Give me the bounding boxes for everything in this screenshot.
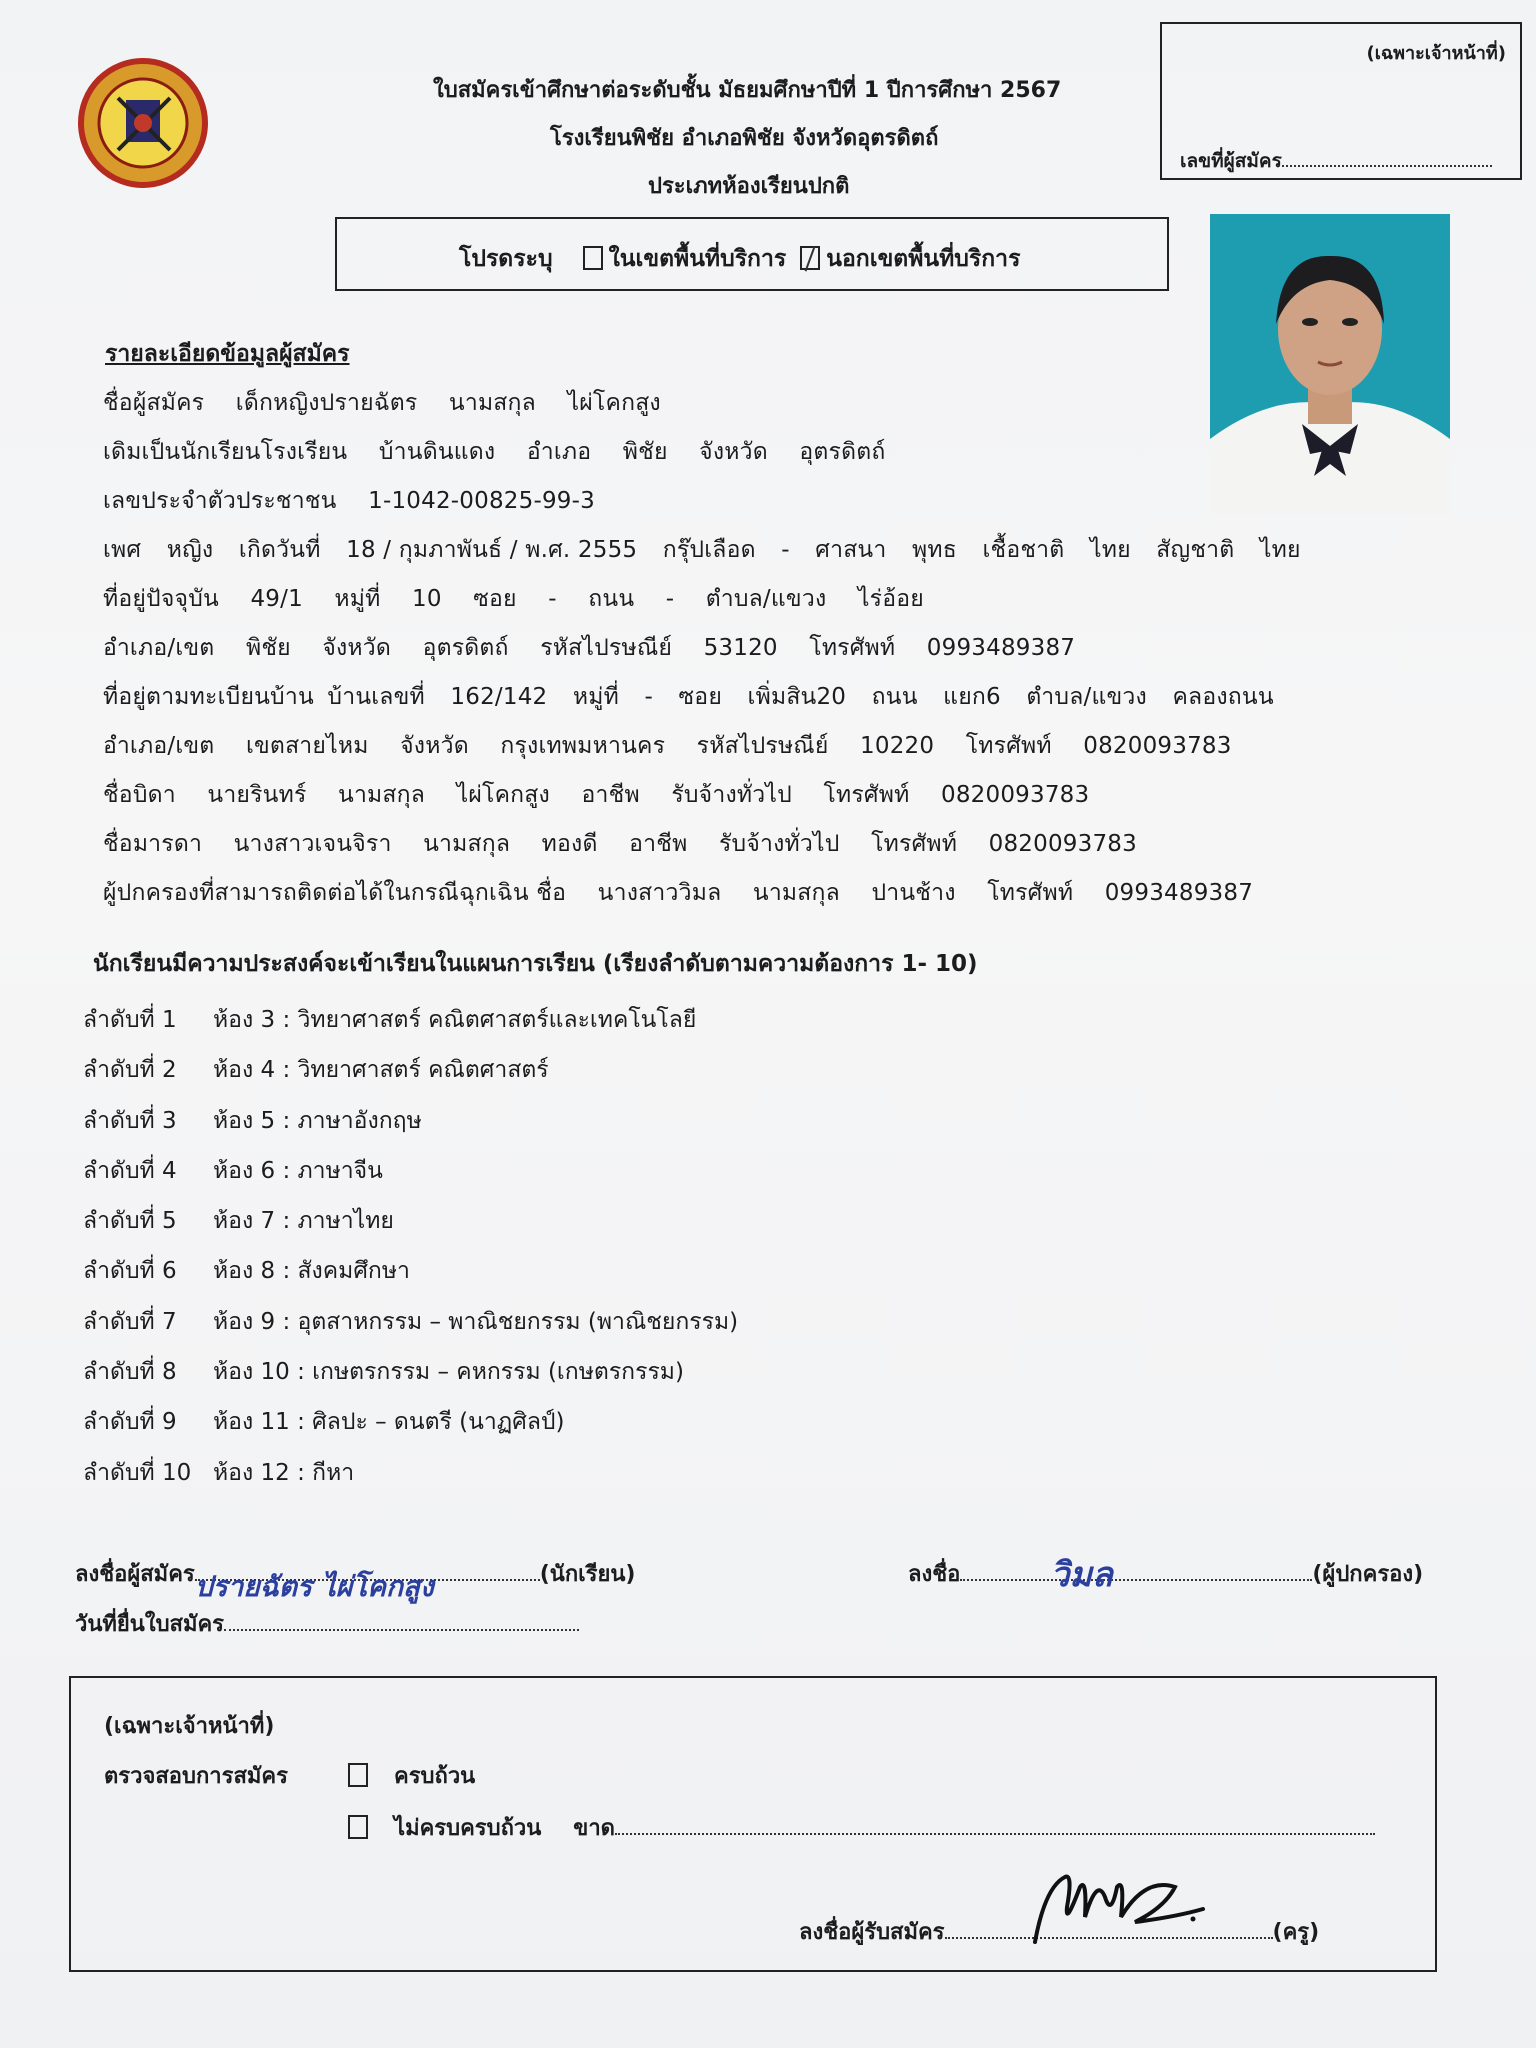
mother-job: รับจ้างทั่วไป — [718, 831, 840, 857]
preference-item-7 — [83, 1297, 738, 1347]
pref-rank: ลำดับที่ 9 — [83, 1409, 177, 1436]
prev-district-label: อำเภอ — [526, 439, 592, 465]
submit-date-row — [75, 1606, 579, 1641]
preference-item-6 — [83, 1246, 738, 1296]
form-title: ใบสมัครเข้าศึกษาต่อระดับชั้น มัธยมศึกษาปีที่ 1 ปีการศึกษา 2567 — [433, 78, 1062, 103]
pref-room: ห้อง 10 : เกษตรกรรม – คหกรรม (เกษตรกรรม) — [213, 1359, 684, 1386]
applicant-name: เด็กหญิงปรายฉัตร — [235, 390, 418, 416]
current-soi-label: ซอย — [473, 586, 517, 612]
current-address-row-1 — [103, 581, 948, 617]
current-address-label: ที่อยู่ปัจจุบัน — [103, 586, 219, 612]
out-area-checkbox[interactable] — [800, 246, 820, 270]
previous-school-row — [103, 434, 910, 470]
pref-room: ห้อง 12 : กีหา — [213, 1459, 355, 1486]
mother-phone-label: โทรศัพท์ — [871, 831, 958, 857]
applicant-sign-suffix: (นักเรียน) — [539, 1562, 636, 1587]
pref-rank: ลำดับที่ 4 — [83, 1157, 177, 1184]
pref-room: ห้อง 5 : ภาษาอังกฤษ — [213, 1107, 422, 1134]
nationality-label: สัญชาติ — [1156, 537, 1235, 563]
preference-item-2 — [83, 1045, 738, 1095]
current-district-label: อำเภอ/เขต — [103, 635, 215, 661]
father-row — [103, 777, 1113, 813]
preference-item-3 — [83, 1096, 738, 1146]
pref-rank: ลำดับที่ 5 — [83, 1208, 177, 1235]
officer-box — [1160, 22, 1522, 180]
preference-item-10 — [83, 1448, 738, 1498]
receiver-signature-field[interactable] — [945, 1937, 1273, 1939]
sex-label: เพศ — [103, 537, 142, 563]
father-surname-label: นามสกุล — [338, 782, 426, 808]
registered-address-label: ที่อยู่ตามทะเบียนบ้าน — [103, 684, 314, 710]
current-subdistrict: ไร่อ้อย — [857, 586, 924, 612]
submit-date-label: วันที่ยื่นใบสมัคร — [75, 1612, 224, 1637]
father-phone: 0820093783 — [940, 782, 1090, 808]
applicant-number-field[interactable] — [1282, 165, 1492, 167]
preference-item-5 — [83, 1196, 738, 1246]
applicant-signature-field[interactable] — [194, 1570, 540, 1603]
registered-moo: - — [644, 684, 653, 710]
pref-room: ห้อง 8 : สังคมศึกษา — [213, 1258, 410, 1285]
blood: - — [781, 537, 790, 563]
father-job: รับจ้างทั่วไป — [671, 782, 792, 808]
registered-soi: เพิ่มสิน20 — [747, 684, 847, 710]
dob: 18 / กุมภาพันธ์ / พ.ศ. 2555 — [346, 537, 638, 563]
guardian-surname-label: นามสกุล — [752, 880, 840, 906]
complete-checkbox[interactable] — [348, 1763, 368, 1787]
staff-box — [69, 1676, 1437, 1972]
guardian-name: นางสาววิมล — [597, 880, 722, 906]
prev-province-label: จังหวัด — [699, 439, 768, 465]
pref-rank: ลำดับที่ 1 — [83, 1007, 177, 1033]
mother-row — [103, 826, 1161, 862]
area-prompt: โปรดระบุ — [459, 246, 553, 272]
current-postcode: 53120 — [703, 635, 778, 661]
applicant-signature: ปรายฉัตร ไผ่โคกสูง — [194, 1570, 434, 1603]
current-subdistrict-label: ตำบล/แขวง — [705, 586, 827, 612]
preference-item-1 — [83, 995, 738, 1045]
registered-district: เขตสายไหม — [245, 733, 369, 759]
race-label: เชื้อชาติ — [982, 537, 1065, 563]
applicant-number-label: เลขที่ผู้สมัคร — [1180, 150, 1282, 172]
race: ไทย — [1089, 537, 1131, 563]
blood-label: กรุ๊ปเลือด — [662, 537, 756, 563]
complete-label: ครบถ้วน — [394, 1764, 476, 1789]
pref-rank: ลำดับที่ 3 — [83, 1107, 177, 1134]
registered-moo-label: หมู่ที่ — [572, 684, 619, 710]
pref-room: ห้อง 3 : วิทยาศาสตร์ คณิตศาสตร์และเทคโนโลยี — [213, 1007, 697, 1033]
officer-label: (เฉพาะเจ้าหน้าที่) — [1366, 43, 1506, 64]
incomplete-checkbox[interactable] — [348, 1815, 368, 1839]
mother-phone: 0820093783 — [988, 831, 1137, 857]
nationality: ไทย — [1259, 537, 1301, 563]
pref-room: ห้อง 7 : ภาษาไทย — [213, 1208, 394, 1235]
missing-field[interactable] — [615, 1833, 1375, 1835]
in-area-label: ในเขตพื้นที่บริการ — [608, 246, 787, 272]
mother-surname-label: นามสกุล — [423, 831, 511, 857]
mother-name: นางสาวเจนจิรา — [233, 831, 392, 857]
check-row-incomplete — [342, 1810, 1375, 1845]
guardian-sign-label: ลงชื่อ — [908, 1562, 961, 1587]
father-label: ชื่อบิดา — [103, 782, 176, 808]
registered-road-label: ถนน — [871, 684, 918, 710]
sex: หญิง — [166, 537, 214, 563]
guardian-signature-field[interactable] — [960, 1555, 1312, 1595]
current-phone-label: โทรศัพท์ — [809, 635, 896, 661]
out-area-label: นอกเขตพื้นที่บริการ — [826, 246, 1021, 272]
registered-province-label: จังหวัด — [400, 733, 469, 759]
current-house: 49/1 — [250, 586, 303, 612]
registered-postcode-label: รหัสไปรษณีย์ — [696, 733, 829, 759]
prev-school-label: เดิมเป็นนักเรียนโรงเรียน — [103, 439, 348, 465]
missing-label: ขาด — [573, 1816, 615, 1841]
section-title: รายละเอียดข้อมูลผู้สมัคร — [105, 341, 350, 367]
receiver-label: ลงชื่อผู้รับสมัคร — [799, 1920, 945, 1945]
current-address-row-2 — [103, 630, 1099, 666]
check-row-complete — [104, 1758, 475, 1793]
guardian-sign-suffix: (ผู้ปกครอง) — [1312, 1562, 1424, 1587]
pref-room: ห้อง 6 : ภาษาจีน — [213, 1157, 383, 1184]
applicant-number — [1180, 146, 1492, 176]
submit-date-field[interactable] — [224, 1629, 579, 1631]
current-soi: - — [548, 586, 557, 612]
father-phone-label: โทรศัพท์ — [823, 782, 910, 808]
applicant-name-row — [103, 385, 685, 421]
current-road-label: ถนน — [588, 586, 635, 612]
school-logo — [78, 58, 208, 188]
pref-room: ห้อง 9 : อุตสาหกรรม – พาณิชยกรรม (พาณิชยกรรม) — [213, 1308, 739, 1335]
current-postcode-label: รหัสไปรษณีย์ — [540, 635, 673, 661]
receiver-signature — [1025, 1847, 1215, 1957]
mother-job-label: อาชีพ — [629, 831, 688, 857]
religion-label: ศาสนา — [815, 537, 887, 563]
current-moo-label: หมู่ที่ — [334, 586, 381, 612]
registered-district-label: อำเภอ/เขต — [103, 733, 215, 759]
pref-room: ห้อง 4 : วิทยาศาสตร์ คณิตศาสตร์ — [213, 1057, 549, 1084]
preferences-heading: นักเรียนมีความประสงค์จะเข้าเรียนในแผนการเรียน (เรียงลำดับตามความต้องการ 1- 10) — [93, 951, 978, 977]
pref-rank: ลำดับที่ 6 — [83, 1258, 177, 1285]
personal-info-row — [103, 532, 1319, 568]
religion: พุทธ — [912, 537, 957, 563]
prev-province: อุตรดิตถ์ — [799, 439, 886, 465]
current-road: - — [665, 586, 675, 612]
guardian-signature: วิมล — [1050, 1555, 1113, 1595]
surname-label: นามสกุล — [448, 390, 536, 416]
applicant-photo — [1210, 214, 1450, 514]
current-province: อุตรดิตถ์ — [422, 635, 509, 661]
current-district: พิชัย — [245, 635, 291, 661]
preference-list — [83, 995, 738, 1498]
prev-school: บ้านดินแดง — [378, 439, 496, 465]
school-name: โรงเรียนพิชัย อำเภอพิชัย จังหวัดอุตรดิตถ์ — [550, 126, 939, 151]
registered-postcode: 10220 — [860, 733, 935, 759]
class-type: ประเภทห้องเรียนปกติ — [648, 174, 850, 199]
preference-item-8 — [83, 1347, 738, 1397]
father-name: นายรินทร์ — [207, 782, 307, 808]
mother-surname: ทองดี — [541, 831, 598, 857]
incomplete-label: ไม่ครบครบถ้วน — [394, 1816, 542, 1841]
mother-label: ชื่อมารดา — [103, 831, 203, 857]
registered-phone: 0820093783 — [1083, 733, 1232, 759]
id-row — [103, 483, 619, 519]
guardian-signature-row — [908, 1555, 1424, 1595]
check-label: ตรวจสอบการสมัคร — [104, 1764, 288, 1789]
guardian-phone-label: โทรศัพท์ — [987, 880, 1074, 906]
pref-rank: ลำดับที่ 7 — [83, 1308, 177, 1335]
father-job-label: อาชีพ — [581, 782, 640, 808]
pref-rank: ลำดับที่ 8 — [83, 1359, 177, 1386]
staff-label: (เฉพาะเจ้าหน้าที่) — [104, 1714, 275, 1739]
area-select — [459, 241, 1020, 277]
pref-rank: ลำดับที่ 10 — [83, 1459, 192, 1486]
pref-room: ห้อง 11 : ศิลปะ – ดนตรี (นาฏศิลป์) — [213, 1409, 565, 1436]
registered-province: กรุงเทพมหานคร — [500, 733, 666, 759]
father-surname: ไผ่โคกสูง — [456, 782, 550, 808]
pref-rank: ลำดับที่ 2 — [83, 1057, 177, 1084]
applicant-signature-row — [75, 1556, 636, 1603]
applicant-surname: ไผ่โคกสูง — [567, 390, 661, 416]
current-moo: 10 — [412, 586, 442, 612]
registered-house: 162/142 — [450, 684, 548, 710]
current-province-label: จังหวัด — [322, 635, 392, 661]
current-phone: 0993489387 — [926, 635, 1076, 661]
guardian-row — [103, 875, 1277, 911]
registered-address-row-1 — [103, 679, 1292, 715]
registered-house-label: บ้านเลขที่ — [327, 684, 425, 710]
name-label: ชื่อผู้สมัคร — [103, 390, 205, 416]
preference-item-9 — [83, 1397, 738, 1447]
registered-road: แยก6 — [943, 684, 1001, 710]
guardian-phone: 0993489387 — [1104, 880, 1254, 906]
applicant-sign-label: ลงชื่อผู้สมัคร — [75, 1562, 195, 1587]
registered-phone-label: โทรศัพท์ — [965, 733, 1052, 759]
id-label: เลขประจำตัวประชาชน — [103, 488, 337, 514]
registered-subdistrict: คลองถนน — [1172, 684, 1274, 710]
guardian-label: ผู้ปกครองที่สามารถติดต่อได้ในกรณีฉุกเฉิน ชื่อ — [103, 880, 567, 906]
in-area-checkbox[interactable] — [583, 246, 603, 270]
area-select-box — [335, 217, 1169, 291]
prev-district: พิชัย — [622, 439, 668, 465]
receiver-signature-row — [799, 1914, 1319, 1949]
receiver-suffix: (ครู) — [1272, 1920, 1320, 1945]
preference-item-4 — [83, 1146, 738, 1196]
registered-address-row-2 — [103, 728, 1256, 764]
id-number: 1-1042-00825-99-3 — [368, 488, 595, 514]
registered-subdistrict-label: ตำบล/แขวง — [1026, 684, 1147, 710]
dob-label: เกิดวันที่ — [238, 537, 321, 563]
registered-soi-label: ซอย — [678, 684, 723, 710]
guardian-surname: ปานช้าง — [871, 880, 956, 906]
